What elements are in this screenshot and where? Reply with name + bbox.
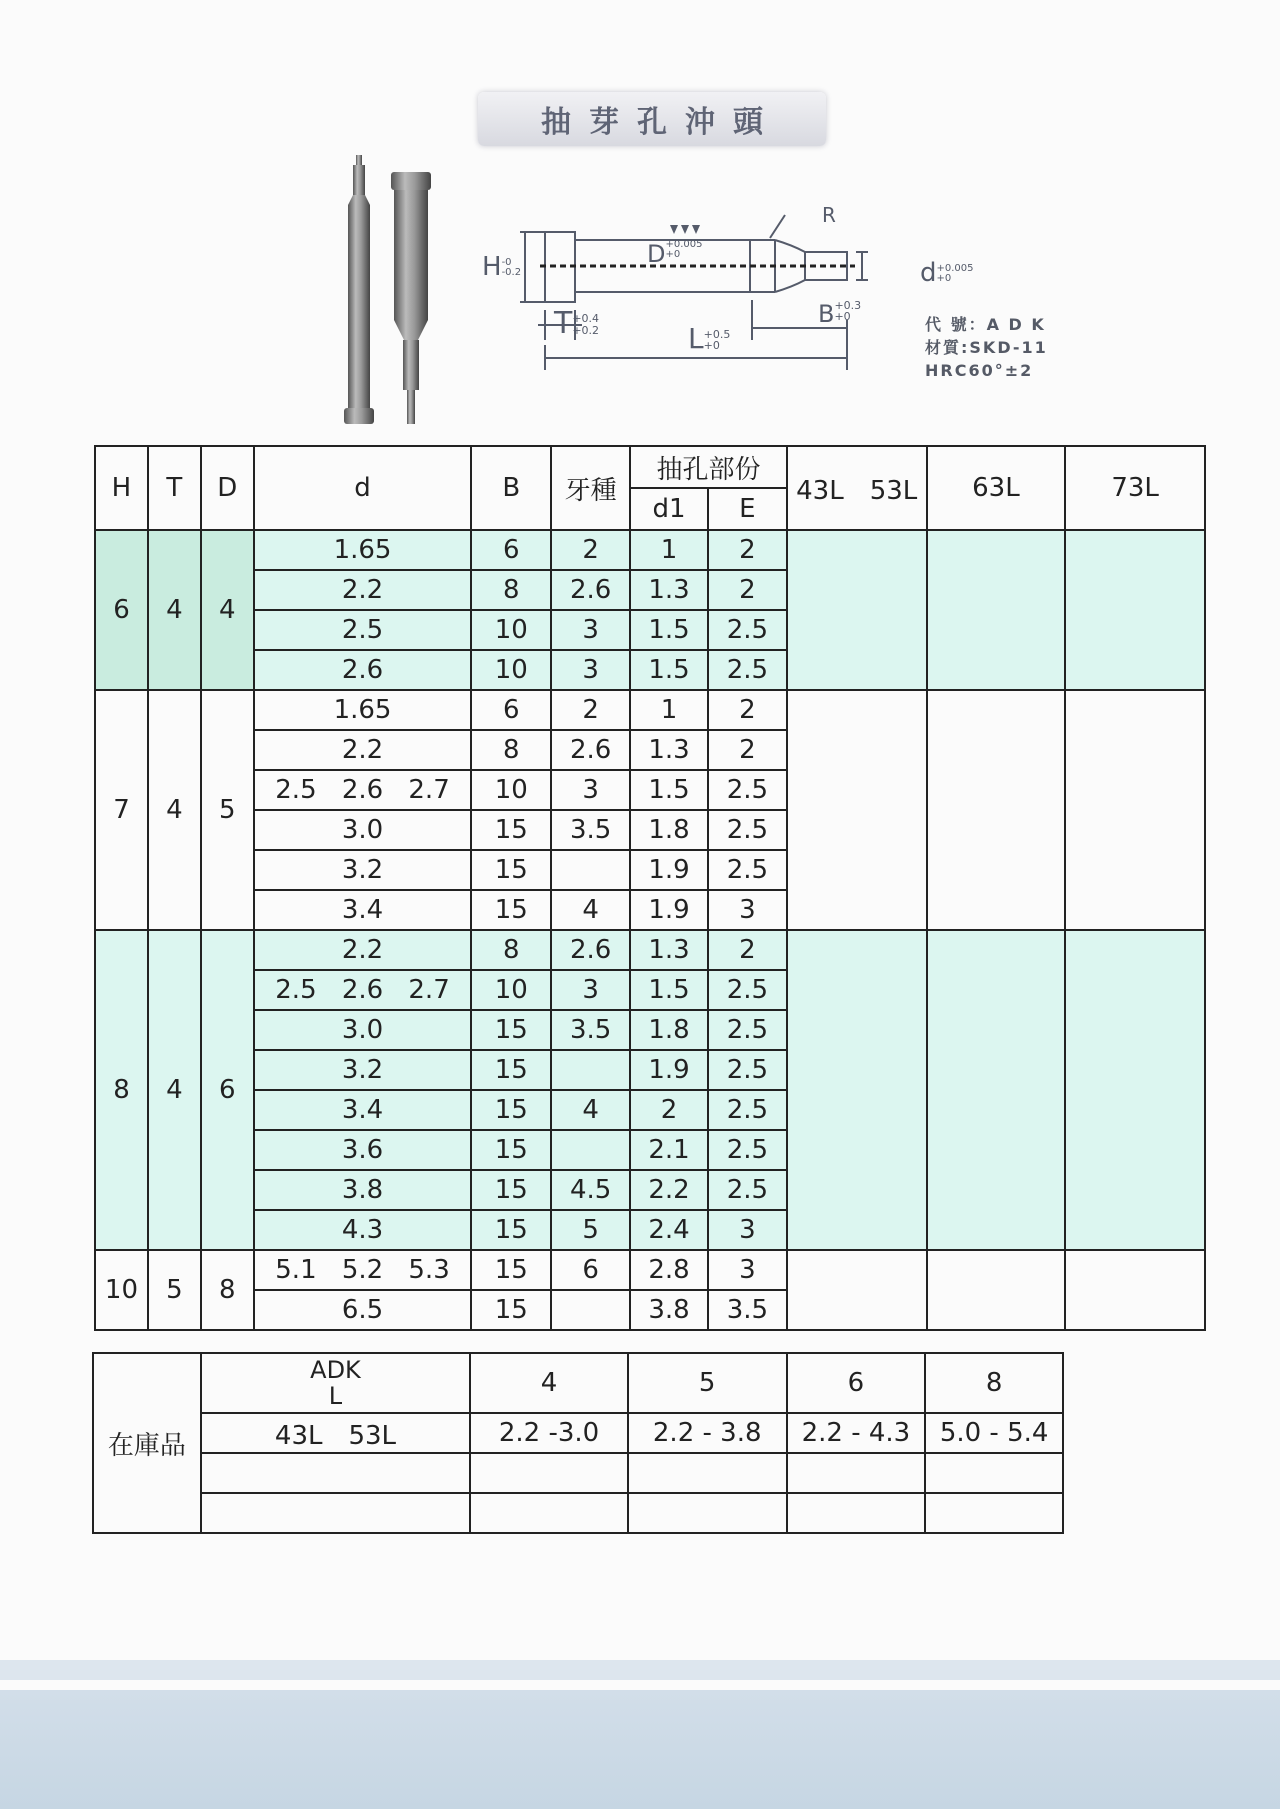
stock-label: 在庫品: [93, 1353, 201, 1533]
cell-e: 2.5: [708, 1170, 787, 1210]
cell-d1: 3.8: [630, 1290, 708, 1330]
stock-header-adk: ADK L: [201, 1353, 470, 1413]
cell-e: 2: [708, 530, 787, 570]
cell-thread: 3.5: [551, 1010, 630, 1050]
table-row: [95, 690, 1205, 730]
cell-d1: 1.5: [630, 650, 708, 690]
cell-e: 2.5: [708, 610, 787, 650]
cell-d: 4: [201, 530, 254, 690]
cell-d: 1.65: [254, 530, 472, 570]
cell-e: 2.5: [708, 770, 787, 810]
cell-d: 2.2: [254, 930, 472, 970]
header-63l: 63L: [927, 446, 1066, 530]
stock-value: 2.2 -3.0: [470, 1413, 628, 1453]
dim-b: B+0.3 +0: [818, 299, 862, 328]
header-big-d: D: [201, 446, 254, 530]
cell-h: 8: [95, 930, 148, 1250]
cell-e: 2: [708, 730, 787, 770]
cell-d1: 1.3: [630, 730, 708, 770]
cell-d1: 1.3: [630, 930, 708, 970]
dim-big-d: D+0.005 +0: [647, 239, 703, 268]
cell-h: 10: [95, 1250, 148, 1330]
cell-thread: 3: [551, 650, 630, 690]
stock-col-5: 5: [628, 1353, 787, 1413]
cell-e: 2.5: [708, 1090, 787, 1130]
cell-d: 3.6: [254, 1130, 472, 1170]
cell-thread: 3: [551, 610, 630, 650]
cell-thread: [551, 1290, 630, 1330]
stock-empty: [628, 1493, 787, 1533]
header-h: H: [95, 446, 148, 530]
cell-thread: 4: [551, 890, 630, 930]
d-values: [255, 1255, 471, 1285]
stock-empty: [201, 1493, 470, 1533]
cell-thread: 6: [551, 1250, 630, 1290]
cell-thread: 2.6: [551, 730, 630, 770]
stock-empty: [925, 1493, 1063, 1533]
cell-e: 2: [708, 930, 787, 970]
cell-thread: 2.6: [551, 930, 630, 970]
cell-b: 15: [471, 1170, 551, 1210]
dim-h: H-0 -0.2: [482, 252, 522, 282]
cell-d: 2.2: [254, 730, 472, 770]
cell-e: 2: [708, 690, 787, 730]
dim-l: L+0.5 +0: [688, 322, 731, 355]
col-63l: [927, 1250, 1066, 1330]
header-b: B: [471, 446, 551, 530]
stock-empty: [628, 1453, 787, 1493]
cell-thread: 3: [551, 770, 630, 810]
d-values: [255, 775, 471, 805]
cell-d1: 1.9: [630, 850, 708, 890]
cell-thread: [551, 1050, 630, 1090]
cell-t: 5: [148, 1250, 201, 1330]
cell-d: 6: [201, 930, 254, 1250]
col-43l-53l: [787, 930, 927, 1250]
stock-col-6: 6: [787, 1353, 926, 1413]
spec-block: [925, 313, 1048, 382]
d-value: 2.5: [275, 975, 317, 1005]
cell-b: 8: [471, 570, 551, 610]
cell-d1: 2.8: [630, 1250, 708, 1290]
cell-d: [254, 970, 472, 1010]
d-value: 2.6: [341, 975, 384, 1005]
cell-e: 2.5: [708, 1010, 787, 1050]
header-e: E: [708, 488, 787, 530]
cell-d: 1.65: [254, 690, 472, 730]
cell-d1: 2: [630, 1090, 708, 1130]
col-73l: [1065, 530, 1205, 690]
cell-b: 6: [471, 690, 551, 730]
cell-b: 10: [471, 610, 551, 650]
stock-empty: [787, 1453, 926, 1493]
col-73l: [1065, 690, 1205, 930]
stock-col-8: 8: [925, 1353, 1063, 1413]
spec-material: 材質:SKD-11: [925, 338, 1048, 357]
cell-b: 15: [471, 1090, 551, 1130]
cell-b: 15: [471, 850, 551, 890]
cell-b: 8: [471, 730, 551, 770]
col-43l-53l: [787, 530, 927, 690]
d-values: [255, 975, 471, 1005]
cell-e: 3.5: [708, 1290, 787, 1330]
cell-e: 2.5: [708, 1130, 787, 1170]
d-value: 5.1: [275, 1255, 317, 1285]
cell-d: [254, 770, 472, 810]
cell-e: 3: [708, 1210, 787, 1250]
header-73l: 73L: [1065, 446, 1205, 530]
cell-thread: [551, 1130, 630, 1170]
cell-thread: 3: [551, 970, 630, 1010]
cell-e: 2.5: [708, 970, 787, 1010]
cell-thread: 5: [551, 1210, 630, 1250]
cell-d1: 1.5: [630, 970, 708, 1010]
cell-b: 15: [471, 1010, 551, 1050]
cell-thread: 2.6: [551, 570, 630, 610]
cell-d1: 1.8: [630, 810, 708, 850]
cell-d1: 1.5: [630, 770, 708, 810]
cell-b: 15: [471, 1050, 551, 1090]
cell-e: 2.5: [708, 650, 787, 690]
col-63l: [927, 690, 1066, 930]
cell-d: 2.2: [254, 570, 472, 610]
punch-photo: [330, 150, 450, 430]
cell-d1: 1: [630, 530, 708, 570]
stock-empty: [470, 1493, 628, 1533]
d-value: 2.5: [275, 775, 317, 805]
cell-b: 15: [471, 1210, 551, 1250]
header-d1: d1: [630, 488, 708, 530]
dim-t: T+0.4 +0.2: [554, 306, 600, 341]
cell-thread: 4.5: [551, 1170, 630, 1210]
cell-d: 3.0: [254, 810, 472, 850]
spec-hardness: HRC60°±2: [925, 361, 1034, 380]
page-title: 抽芽孔沖頭: [541, 105, 781, 140]
col-73l: [1065, 1250, 1205, 1330]
dim-r: R: [822, 203, 836, 227]
cell-thread: 2: [551, 690, 630, 730]
cell-h: 6: [95, 530, 148, 690]
footer-band: [0, 1690, 1280, 1809]
cell-t: 4: [148, 690, 201, 930]
footer-band-light: [0, 1660, 1280, 1680]
header-tap-part: 抽孔部份: [630, 446, 787, 488]
spec-code: 代 號：A D K: [925, 315, 1046, 334]
cell-d1: 1.9: [630, 890, 708, 930]
cell-h: 7: [95, 690, 148, 930]
cell-d: 8: [201, 1250, 254, 1330]
title-banner: [478, 92, 826, 146]
header-43l-53l: 43L 53L: [787, 446, 927, 530]
cell-b: 10: [471, 770, 551, 810]
stock-empty: [470, 1453, 628, 1493]
stock-row-label: 43L 53L: [201, 1413, 470, 1453]
col-43l-53l: [787, 690, 927, 930]
stock-empty: [787, 1493, 926, 1533]
cell-thread: 4: [551, 1090, 630, 1130]
cell-d: 4.3: [254, 1210, 472, 1250]
col-63l: [927, 930, 1066, 1250]
stock-empty: [201, 1453, 470, 1493]
cell-d: 2.6: [254, 650, 472, 690]
stock-value: 2.2 - 4.3: [787, 1413, 926, 1453]
cell-d1: 1.8: [630, 1010, 708, 1050]
d-value: 2.6: [341, 775, 384, 805]
cell-d1: 1.3: [630, 570, 708, 610]
cell-t: 4: [148, 530, 201, 690]
cell-e: 2.5: [708, 1050, 787, 1090]
dim-small-d: d+0.005 +0: [920, 258, 974, 288]
cell-d: 3.4: [254, 1090, 472, 1130]
cell-d1: 1.9: [630, 1050, 708, 1090]
cell-e: 2.5: [708, 810, 787, 850]
header-small-d: d: [254, 446, 472, 530]
d-value: 2.7: [408, 975, 450, 1005]
col-63l: [927, 530, 1066, 690]
cell-b: 15: [471, 890, 551, 930]
cell-b: 15: [471, 1290, 551, 1330]
stock-col-4: 4: [470, 1353, 628, 1413]
table-row: [95, 530, 1205, 570]
cell-thread: [551, 850, 630, 890]
cell-e: 2: [708, 570, 787, 610]
cell-d1: 1.5: [630, 610, 708, 650]
stock-value: 2.2 - 3.8: [628, 1413, 787, 1453]
cell-b: 10: [471, 970, 551, 1010]
d-value: 2.7: [408, 775, 450, 805]
stock-table: [92, 1352, 1064, 1534]
cell-d: 2.5: [254, 610, 472, 650]
stock-empty: [925, 1453, 1063, 1493]
cell-d1: 1: [630, 690, 708, 730]
cell-b: 15: [471, 810, 551, 850]
cell-e: 3: [708, 890, 787, 930]
cell-d: 6.5: [254, 1290, 472, 1330]
cell-thread: 3.5: [551, 810, 630, 850]
cell-d1: 2.1: [630, 1130, 708, 1170]
d-value: 5.2: [341, 1255, 384, 1285]
col-73l: [1065, 930, 1205, 1250]
cell-e: 2.5: [708, 850, 787, 890]
cell-b: 6: [471, 530, 551, 570]
cell-d: 3.4: [254, 890, 472, 930]
cell-t: 4: [148, 930, 201, 1250]
cell-d: 3.0: [254, 1010, 472, 1050]
cell-d: 3.2: [254, 850, 472, 890]
header-thread: 牙種: [551, 446, 630, 530]
stock-value: 5.0 - 5.4: [925, 1413, 1063, 1453]
col-43l-53l: [787, 1250, 927, 1330]
cell-d1: 2.4: [630, 1210, 708, 1250]
cell-e: 3: [708, 1250, 787, 1290]
cell-b: 8: [471, 930, 551, 970]
header-t: T: [148, 446, 201, 530]
cell-d: 3.8: [254, 1170, 472, 1210]
dimension-table: [94, 445, 1206, 1331]
cell-d1: 2.2: [630, 1170, 708, 1210]
table-row: [95, 930, 1205, 970]
table-body: [95, 530, 1205, 1330]
cell-b: 10: [471, 650, 551, 690]
cell-thread: 2: [551, 530, 630, 570]
cell-d: 3.2: [254, 1050, 472, 1090]
cell-d: [254, 1250, 472, 1290]
cell-b: 15: [471, 1250, 551, 1290]
table-row: [95, 1250, 1205, 1290]
cell-d: 5: [201, 690, 254, 930]
d-value: 5.3: [408, 1255, 450, 1285]
cell-b: 15: [471, 1130, 551, 1170]
